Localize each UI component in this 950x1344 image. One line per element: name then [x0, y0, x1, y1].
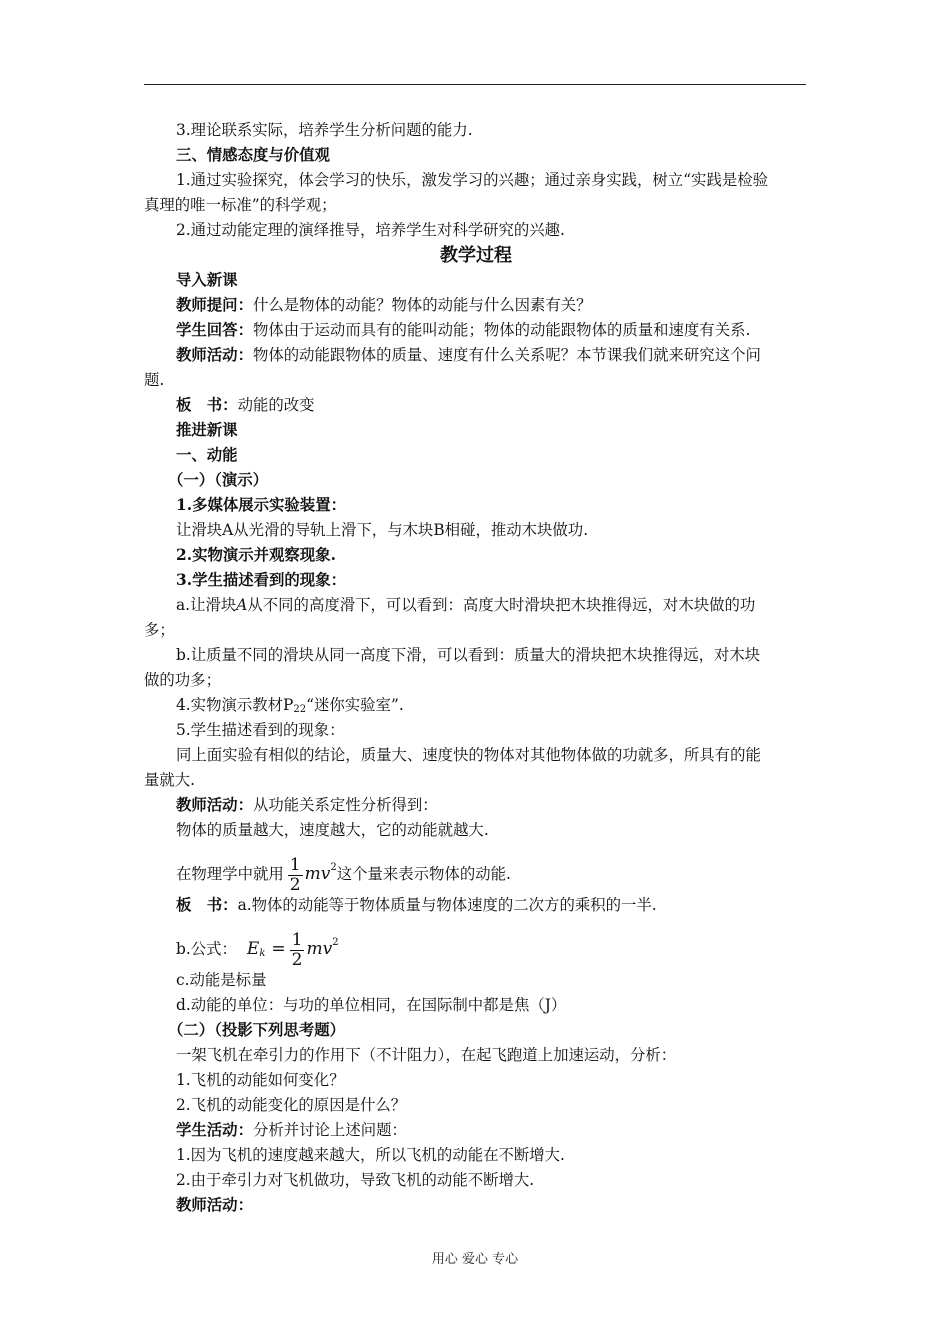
- italic-symbol: A: [236, 596, 248, 614]
- fraction-numerator: 1: [291, 929, 303, 950]
- role-label: 教师活动：: [176, 1196, 253, 1214]
- text: 4.实物演示教材P: [176, 696, 294, 714]
- text: 动能的改变: [237, 396, 315, 414]
- document-body: [144, 118, 808, 1218]
- fraction-denominator: 2: [289, 874, 301, 895]
- step-heading: 3.学生描述看到的现象：: [176, 571, 346, 589]
- text: 物体由于运动而具有的能叫动能；物体的动能跟物体的质量和速度有关系.: [252, 321, 751, 339]
- section-heading: （一）（演示）: [168, 471, 269, 489]
- page-title: 教学过程: [440, 245, 512, 266]
- paragraph: 2.通过动能定理的演绎推导，培养学生对科学研究的兴趣.: [176, 221, 565, 239]
- role-label: 板 书：: [176, 396, 238, 414]
- role-label: 学生活动：: [176, 1121, 253, 1139]
- paragraph: [144, 343, 808, 368]
- role-label: 教师活动：: [176, 796, 253, 814]
- paragraph: b.让质量不同的滑块从同一高度下滑，可以看到：质量大的滑块把木块推得远，对木块: [176, 646, 761, 664]
- role-label: 学生回答：: [176, 321, 253, 339]
- text: 在物理学中就用: [176, 865, 284, 883]
- text: 什么是物体的动能？物体的动能与什么因素有关？: [252, 296, 592, 314]
- paragraph: 让滑块A从光滑的导轨上滑下，与木块B相碰，推动木块做功.: [176, 521, 589, 539]
- role-label: 教师提问：: [176, 296, 253, 314]
- text: a.物体的动能等于物体质量与物体速度的二次方的乘积的一半.: [237, 896, 657, 914]
- paragraph: 量就大.: [144, 771, 196, 789]
- paragraph: 2.飞机的动能变化的原因是什么？: [176, 1096, 407, 1114]
- subscript: 22: [293, 704, 307, 715]
- section-heading: 一、动能: [176, 446, 238, 464]
- section-heading: 三、情感态度与价值观: [176, 146, 330, 164]
- text: 从不同的高度滑下，可以看到：高度大时滑块把木块推得远，对木块做的功: [247, 596, 756, 614]
- text: b.公式：: [176, 940, 237, 958]
- role-label: 教师活动：: [176, 346, 253, 364]
- subscript: k: [259, 948, 266, 959]
- paragraph: 5.学生描述看到的现象：: [176, 721, 345, 739]
- paragraph: d.动能的单位：与功的单位相同，在国际制中都是焦（J）: [176, 996, 567, 1014]
- formula-e: E: [246, 939, 260, 959]
- text: “迷你实验室”.: [306, 696, 404, 714]
- paragraph: 1.飞机的动能如何变化？: [176, 1071, 345, 1089]
- text: 分析并讨论上述问题：: [252, 1121, 407, 1139]
- fraction-half: [288, 856, 303, 895]
- equals-sign: =: [271, 939, 286, 959]
- fraction-denominator: 2: [291, 949, 303, 970]
- paragraph: [144, 318, 808, 343]
- paragraph: 2.由于牵引力对飞机做功，导致飞机的动能不断增大.: [176, 1171, 535, 1189]
- paragraph: 1.因为飞机的速度越来越大，所以飞机的动能在不断增大.: [176, 1146, 565, 1164]
- paragraph: [144, 693, 808, 718]
- text: 物体的动能跟物体的质量、速度有什么关系呢？本节课我们就来研究这个问: [252, 346, 761, 364]
- section-heading: 导入新课: [176, 271, 238, 289]
- role-label: 板 书：: [176, 896, 238, 914]
- paragraph: 做的功多；: [144, 671, 221, 689]
- paragraph: 一架飞机在牵引力的作用下（不计阻力），在起飞跑道上加速运动，分析：: [176, 1046, 677, 1064]
- formula-mv: mv: [306, 939, 333, 959]
- fraction-numerator: 1: [289, 854, 301, 875]
- superscript: 2: [332, 937, 339, 948]
- step-heading: 1.多媒体展示实验装置：: [176, 496, 346, 514]
- paragraph: [144, 1118, 808, 1143]
- formula-mv: mv: [304, 864, 331, 884]
- text: 从功能关系定性分析得到：: [252, 796, 438, 814]
- paragraph: [144, 393, 808, 418]
- paragraph: 3.理论联系实际，培养学生分析问题的能力.: [176, 121, 473, 139]
- paragraph: 同上面实验有相似的结论，质量大、速度快的物体对其他物体做的功就多，所具有的能: [176, 746, 761, 764]
- step-heading: 2.实物演示并观察现象.: [176, 546, 336, 564]
- paragraph: 真理的唯一标准”的科学观；: [144, 196, 337, 214]
- header-rule: [144, 84, 806, 85]
- paragraph: [144, 293, 808, 318]
- text: a.让滑块: [176, 596, 237, 614]
- text: 这个量来表示物体的动能.: [336, 865, 511, 883]
- paragraph: 题.: [144, 371, 165, 389]
- fraction-half: [290, 931, 305, 970]
- section-heading: （二）（投影下列思考题）: [168, 1021, 345, 1039]
- paragraph: 多；: [144, 621, 175, 639]
- paragraph: 物体的质量越大，速度越大，它的动能就越大.: [176, 821, 489, 839]
- paragraph: [144, 793, 808, 818]
- formula-paragraph: [144, 918, 808, 968]
- section-heading: 推进新课: [176, 421, 238, 439]
- paragraph: [144, 893, 808, 918]
- paragraph: [144, 593, 808, 618]
- paragraph: 1.通过实验探究，体会学习的快乐，激发学习的兴趣；通过亲身实践，树立“实践是检验: [176, 171, 769, 189]
- formula-paragraph: [144, 843, 808, 893]
- page-footer: 用心 爱心 专心: [431, 1252, 519, 1267]
- paragraph: c.动能是标量: [176, 971, 267, 989]
- superscript: 2: [330, 862, 337, 873]
